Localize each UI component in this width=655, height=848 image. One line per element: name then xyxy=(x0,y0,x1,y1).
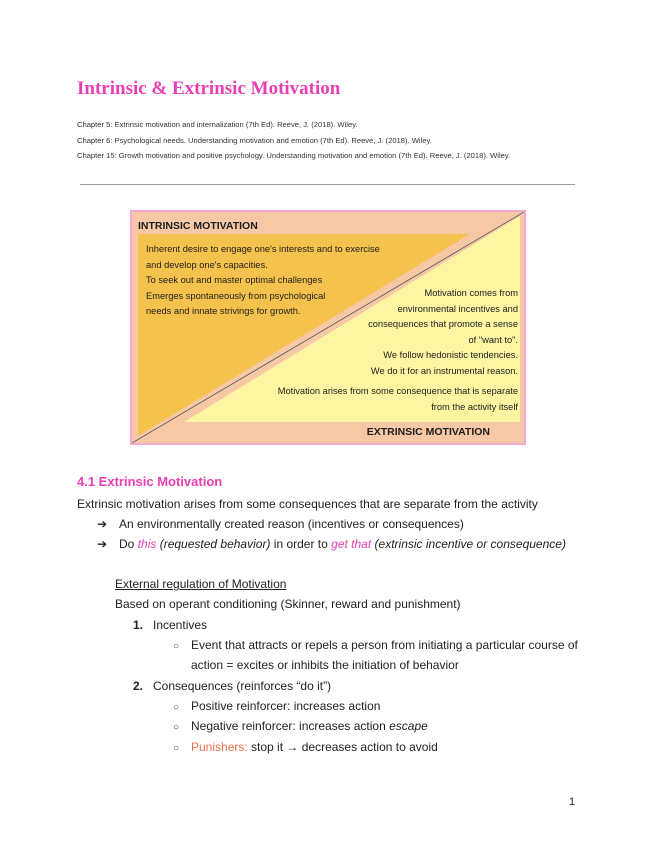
bullet-icon: ○ xyxy=(173,702,180,713)
extrinsic-line: We follow hedonistic tendencies. xyxy=(383,350,518,361)
extrinsic-line: consequences that promote a sense xyxy=(368,319,518,330)
intrinsic-line: Inherent desire to engage one's interests and to exercise xyxy=(146,244,380,254)
item-number: 2. xyxy=(133,679,144,693)
sub-bullet-text: Event that attracts or repels a person from initiating a particular course of xyxy=(191,638,578,652)
arrow-get-that: get that xyxy=(331,537,372,551)
arrow-requested: (requested behavior) xyxy=(156,537,271,551)
sub-bullet xyxy=(173,740,438,754)
section-intro: Extrinsic motivation arises from some consequences that are separate from the activity xyxy=(77,497,538,511)
extrinsic-line: Motivation arises from some consequence that is separate xyxy=(277,386,518,396)
arrow-icon: ➔ xyxy=(97,517,108,531)
arrow-item-text: An environmentally created reason (incentives or consequences) xyxy=(119,517,464,531)
item-text: Consequences (reinforces “do it”) xyxy=(153,679,332,693)
punishers-label: Punishers: xyxy=(191,740,248,754)
motivation-diagram xyxy=(130,210,526,445)
subheading: External regulation of Motivation xyxy=(115,577,287,591)
reference-line: Chapter 6: Psychological needs. Understanding motivation and emotion (7th Ed). Reeve, J. (2018). Wiley. xyxy=(77,135,432,145)
section-heading: 4.1 Extrinsic Motivation xyxy=(77,474,223,489)
extrinsic-line: We do it for an instrumental reason. xyxy=(370,365,518,376)
sub-bullet xyxy=(173,699,380,713)
extrinsic-line: of "want to". xyxy=(468,334,518,345)
sub-bullet-continuation: action = excites or inhibits the initiation of behavior xyxy=(191,658,459,672)
arrow-this: this xyxy=(137,537,157,551)
extrinsic-description xyxy=(368,286,518,380)
arrow-item xyxy=(97,537,566,551)
intrinsic-line: Emerges spontaneously from psychological xyxy=(146,290,326,301)
numbered-item xyxy=(133,679,331,693)
arrow-icon: ➔ xyxy=(97,537,108,551)
extrinsic-description-2 xyxy=(278,384,518,415)
arrow-in-order: in order to xyxy=(270,537,332,551)
extrinsic-line: environmental incentives and xyxy=(397,303,518,314)
extrinsic-line: Motivation comes from xyxy=(424,288,518,298)
item-number: 1. xyxy=(133,618,144,632)
intrinsic-line: needs and innate strivings for growth. xyxy=(146,306,301,317)
reference-line: Chapter 15: Growth motivation and positive psychology. Understanding motivation and emotion (7th Ed). Reeve, J. (2018). Wiley. xyxy=(77,151,511,160)
extrinsic-heading: EXTRINSIC MOTIVATION xyxy=(366,426,490,438)
sub-bullet-italic: escape xyxy=(389,719,428,733)
sub-bullet-text: Positive reinforcer: increases action xyxy=(191,699,381,713)
sub-bullet-text: stop it → decreases action to avoid xyxy=(247,740,438,754)
intrinsic-description xyxy=(146,242,380,320)
arrow-item xyxy=(97,517,464,531)
reference-line: Chapter 5: Extrinsic motivation and internalization (7th Ed). Reeve, J. (2018). Wiley. xyxy=(77,120,358,129)
sub-bullet xyxy=(173,719,428,733)
intrinsic-line: To seek out and master optimal challenges xyxy=(146,275,323,286)
page-title: Intrinsic & Extrinsic Motivation xyxy=(77,78,341,99)
arrow-extrinsic: (extrinsic incentive or consequence) xyxy=(371,537,566,551)
page-number: 1 xyxy=(569,796,576,808)
sub-bullet-text: Negative reinforcer: increases action xyxy=(191,719,390,733)
bullet-icon: ○ xyxy=(173,722,180,733)
intrinsic-heading: INTRINSIC MOTIVATION xyxy=(138,220,258,232)
sub-bullet xyxy=(173,638,578,652)
bullet-icon: ○ xyxy=(173,641,180,652)
references xyxy=(77,117,510,164)
numbered-item xyxy=(133,618,207,632)
extrinsic-line: from the activity itself xyxy=(431,401,518,412)
horizontal-divider xyxy=(80,184,575,185)
item-text: Incentives xyxy=(153,618,208,632)
bullet-icon: ○ xyxy=(173,743,180,754)
arrow-do: Do xyxy=(119,537,138,551)
operant-text: Based on operant conditioning (Skinner, reward and punishment) xyxy=(115,597,461,611)
intrinsic-line: and develop one's capacities. xyxy=(146,259,268,270)
